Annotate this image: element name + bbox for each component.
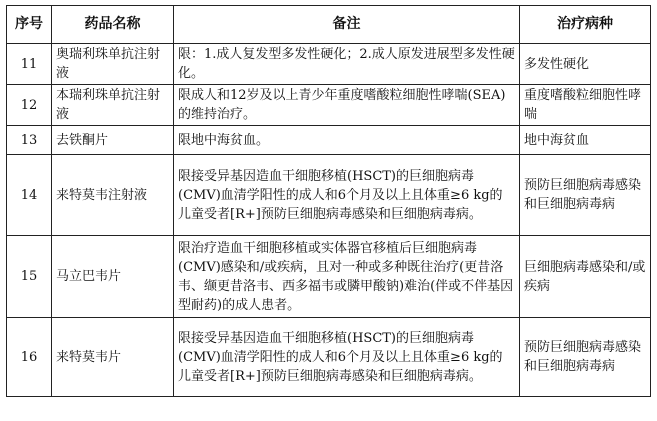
row-seq: 15: [7, 236, 52, 318]
table-row: [7, 126, 651, 155]
row-seq: 16: [7, 318, 52, 397]
header-note: 备注: [174, 6, 520, 44]
row-drug-name: 去铁酮片: [52, 126, 174, 155]
row-drug-name: 来特莫韦注射液: [52, 155, 174, 236]
table-row: [7, 155, 651, 236]
table-row: [7, 236, 651, 318]
row-drug-name: 来特莫韦片: [52, 318, 174, 397]
row-disease: 巨细胞病毒感染和/或疾病: [520, 236, 651, 318]
header-disease: 治疗病种: [520, 6, 651, 44]
row-disease: 多发性硬化: [520, 44, 651, 85]
row-note: 限：1.成人复发型多发性硬化；2.成人原发进展型多发性硬化。: [174, 44, 520, 85]
row-seq: 12: [7, 85, 52, 126]
row-seq: 14: [7, 155, 52, 236]
header-row: [7, 6, 651, 44]
row-note: 限接受异基因造血干细胞移植(HSCT)的巨细胞病毒(CMV)血清学阳性的成人和6个月及以上且体重≥6 kg的儿童受者[R+]预防巨细胞病毒感染和巨细胞病毒病。: [174, 155, 520, 236]
header-drug-name: 药品名称: [52, 6, 174, 44]
drug-table: [6, 5, 651, 397]
header-seq: 序号: [7, 6, 52, 44]
table-row: [7, 44, 651, 85]
row-note: 限地中海贫血。: [174, 126, 520, 155]
row-seq: 13: [7, 126, 52, 155]
row-note: 限成人和12岁及以上青少年重度嗜酸粒细胞性哮喘(SEA)的维持治疗。: [174, 85, 520, 126]
row-note: 限治疗造血干细胞移植或实体器官移植后巨细胞病毒(CMV)感染和/或疾病，且对一种或多种既往治疗(更昔洛韦、缬更昔洛韦、西多福韦或膦甲酸钠)难治(伴或不伴基因型耐药)的成人患者。: [174, 236, 520, 318]
row-drug-name: 马立巴韦片: [52, 236, 174, 318]
row-drug-name: 本瑞利珠单抗注射液: [52, 85, 174, 126]
row-disease: 预防巨细胞病毒感染和巨细胞病毒病: [520, 318, 651, 397]
row-seq: 11: [7, 44, 52, 85]
table-row: [7, 85, 651, 126]
table-row: [7, 318, 651, 397]
row-disease: 地中海贫血: [520, 126, 651, 155]
row-drug-name: 奥瑞利珠单抗注射液: [52, 44, 174, 85]
row-disease: 重度嗜酸粒细胞性哮喘: [520, 85, 651, 126]
row-note: 限接受异基因造血干细胞移植(HSCT)的巨细胞病毒(CMV)血清学阳性的成人和6个月及以上且体重≥6 kg的儿童受者[R+]预防巨细胞病毒感染和巨细胞病毒病。: [174, 318, 520, 397]
row-disease: 预防巨细胞病毒感染和巨细胞病毒病: [520, 155, 651, 236]
